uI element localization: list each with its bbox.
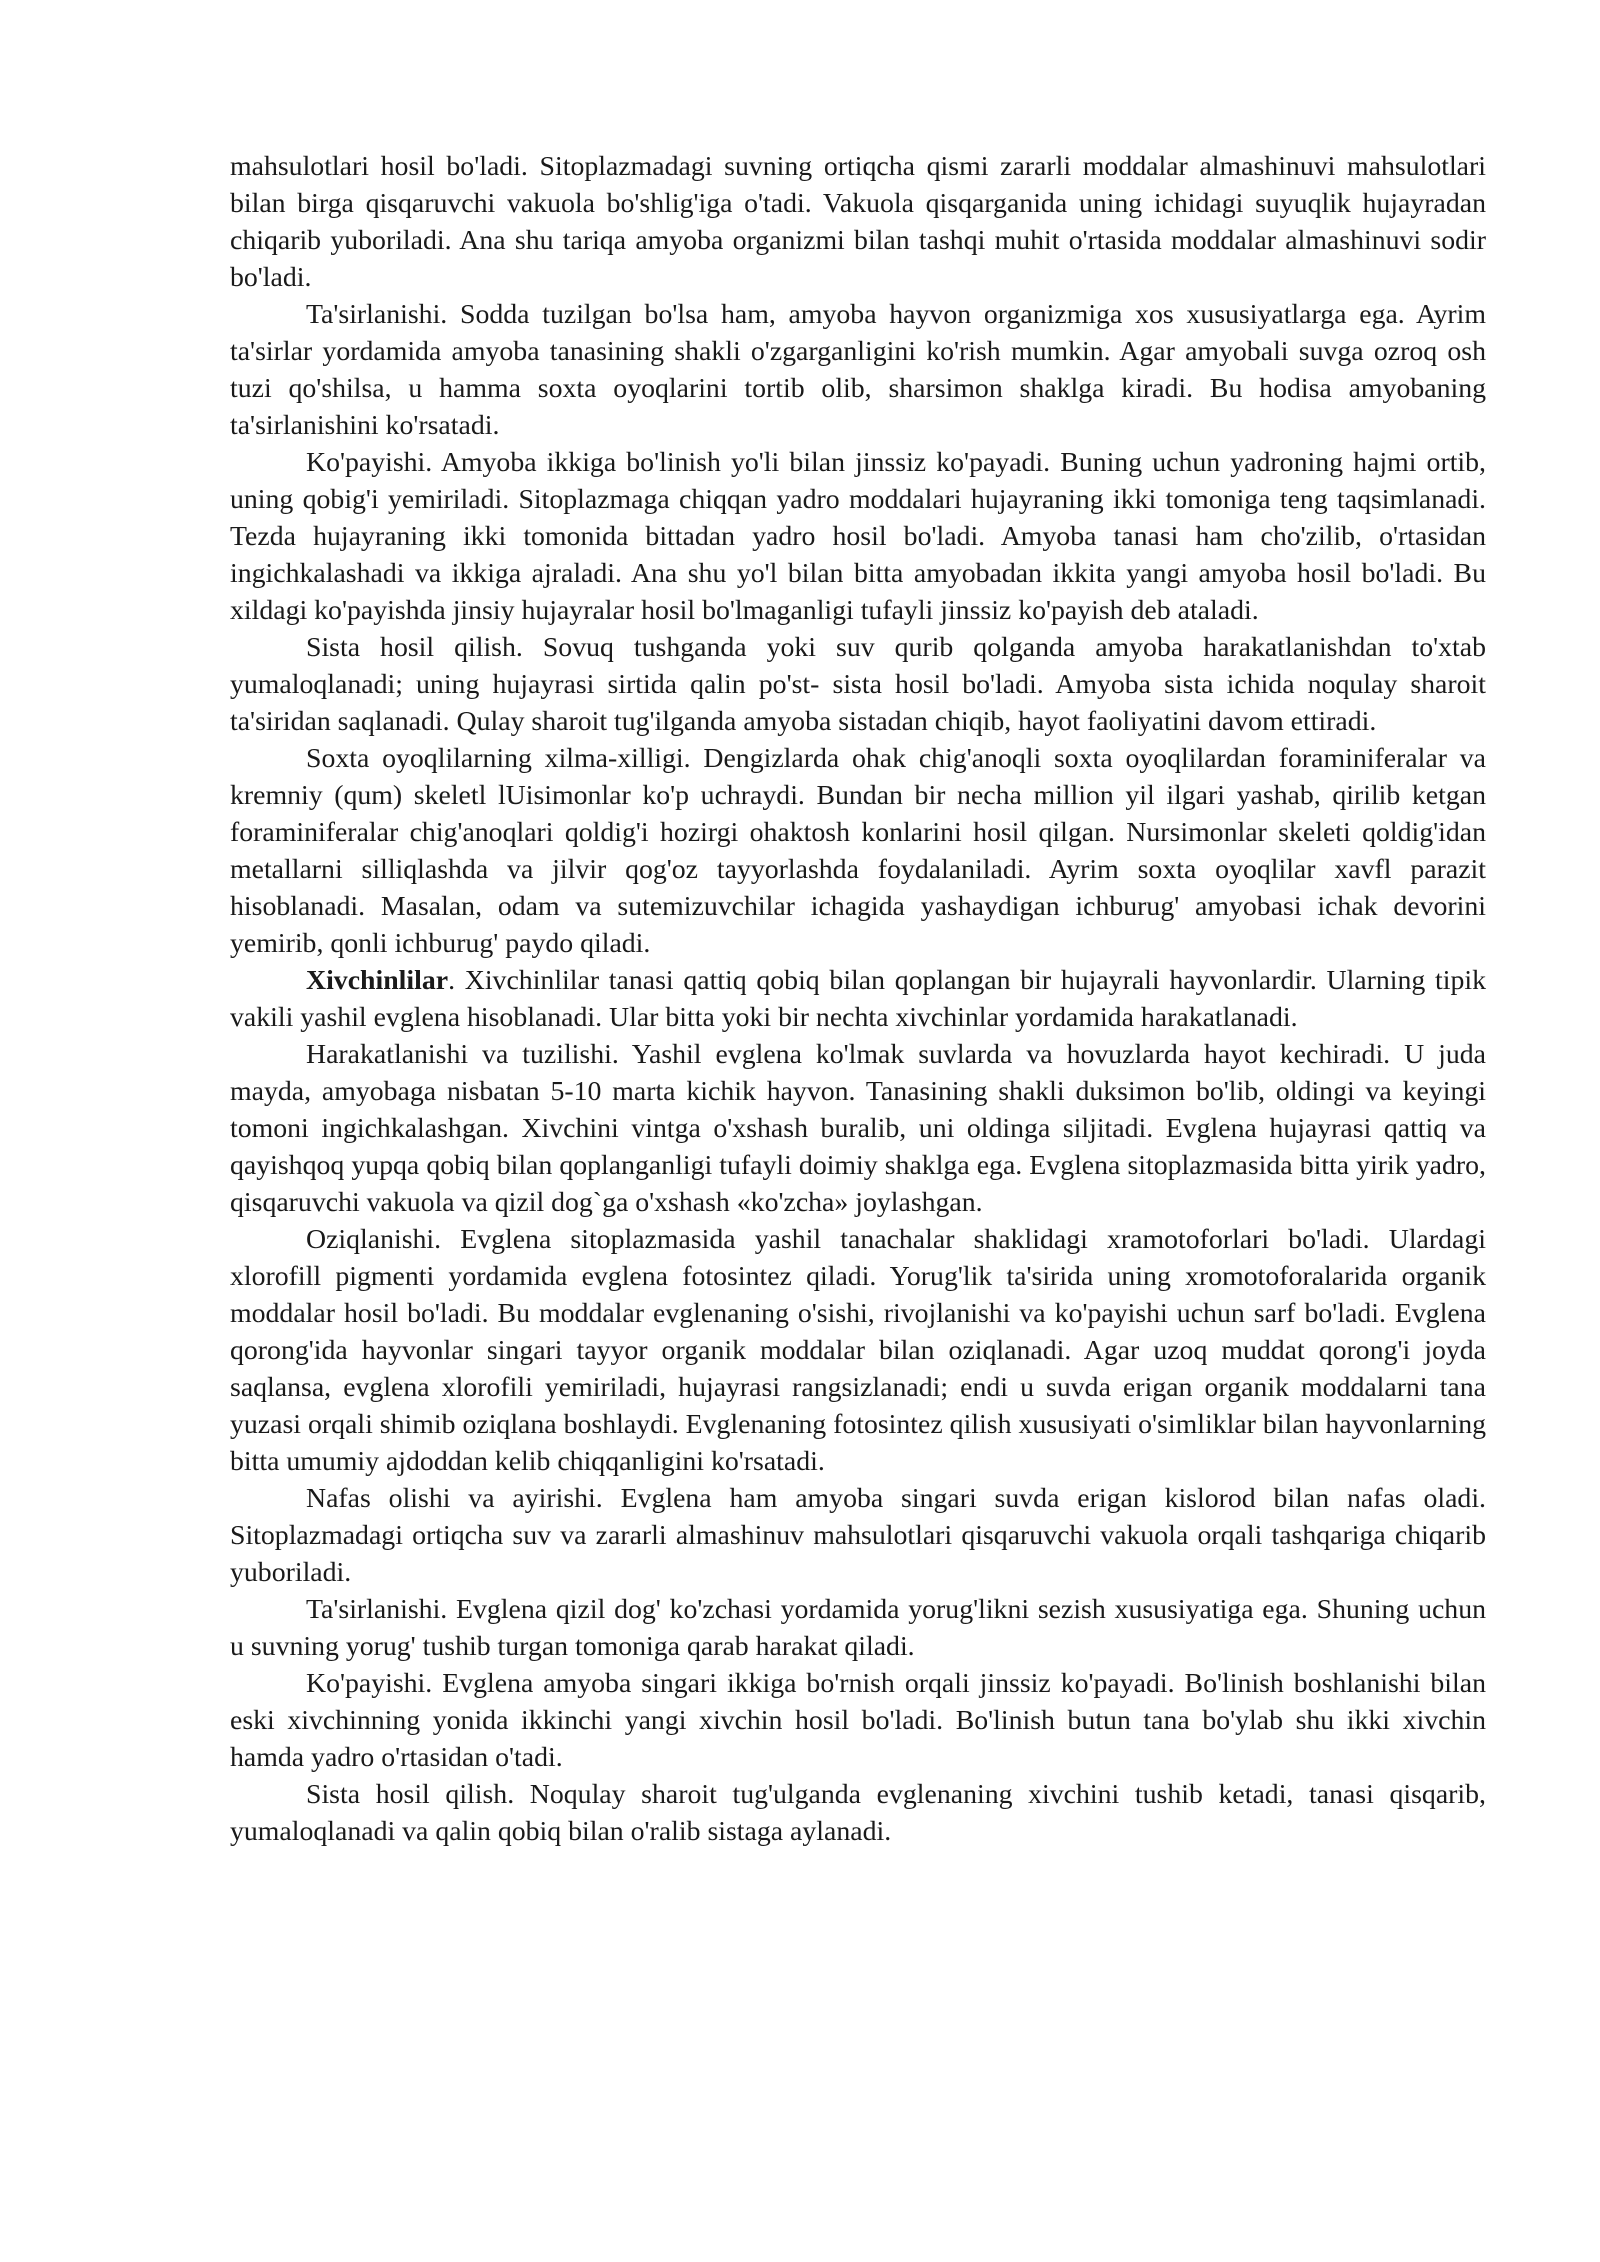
paragraph-11: Ko'payishi. Evglena amyoba singari ikkiga bo'rnish orqali jinssiz ko'payadi. Bo'linish boshlanishi bilan eski xivchinning yonida ikkinchi yangi xivchin hosil bo'ladi. Bo'linish butun tana bo'ylab shu ikki xivchin hamda yadro o'rtasidan o'tadi. (230, 1668, 1486, 1773)
paragraph-5: Soxta oyoqlilarning xilma-xilligi. Dengizlarda ohak chig'anoqli soxta oyoqlilardan foraminiferalar va kremniy (qum) skeletl lUisimonlar ko'p uchraydi. Bundan bir necha million yil ilgari yashab, qirilib ketgan foraminiferalar chig'anoqlari qoldig'i hozirgi ohaktosh konlarini hosil qilgan. Nursimonlar skeleti qoldig'idan metallarni silliqlashda va jilvir qog'oz tayyorlashda foydalaniladi. Ayrim soxta oyoqlilar xavfl parazit hisoblanadi. Masalan, odam va sutemizuvchilar ichagida yashaydigan ichburug' amyobasi ichak devorini yemirib, qonli ichburug' paydo qiladi. (230, 743, 1486, 959)
document-page (230, 148, 1486, 1850)
paragraph-2: Ta'sirlanishi. Sodda tuzilgan bo'lsa ham, amyoba hayvon organizmiga xos xususiyatlarga ega. Ayrim ta'sirlar yordamida amyoba tanasining shakli o'zgarganligini ko'rish mumkin. Agar amyobali suvga ozroq osh tuzi qo'shilsa, u hamma soxta oyoqlarini tortib olib, sharsimon shaklga kiradi. Bu hodisa amyobaning ta'sirlanishini ko'rsatadi. (230, 299, 1486, 441)
paragraph-3: Ko'payishi. Amyoba ikkiga bo'linish yo'li bilan jinssiz ko'payadi. Buning uchun yadroning hajmi ortib, uning qobig'i yemiriladi. Sitoplazmaga chiqqan yadro moddalari hujayraning ikki tomoniga teng taqsimlanadi. Tezda hujayraning ikki tomonida bittadan yadro hosil bo'ladi. Amyoba tanasi ham cho'zilib, o'rtasidan ingichkalashadi va ikkiga ajraladi. Ana shu yo'l bilan bitta amyobadan ikkita yangi amyoba hosil bo'ladi. Bu xildagi ko'payishda jinsiy hujayralar hosil bo'lmaganligi tufayli jinssiz ko'payish deb ataladi. (230, 447, 1486, 626)
paragraph-6 (230, 962, 1486, 1036)
paragraph-4: Sista hosil qilish. Sovuq tushganda yoki suv qurib qolganda amyoba harakatlanishdan to'xtab yumaloqlanadi; uning hujayrasi sirtida qalin po'st- sista hosil bo'ladi. Amyoba sista ichida noqulay sharoit ta'siridan saqlanadi. Qulay sharoit tug'ilganda amyoba sistadan chiqib, hayot faoliyatini davom ettiradi. (230, 632, 1486, 737)
paragraph-10: Ta'sirlanishi. Evglena qizil dog' ko'zchasi yordamida yorug'likni sezish xususiyatiga ega. Shuning uchun u suvning yorug' tushib turgan tomoniga qarab harakat qiladi. (230, 1594, 1486, 1662)
section-heading-xivchinlilar: Xivchinlilar (306, 965, 449, 996)
paragraph-7: Harakatlanishi va tuzilishi. Yashil evglena ko'lmak suvlarda va hovuzlarda hayot kechiradi. U juda mayda, amyobaga nisbatan 5-10 marta kichik hayvon. Tanasining shakli duksimon bo'lib, oldingi va keyingi tomoni ingichkalashgan. Xivchini vintga o'xshash buralib, uni oldinga siljitadi. Evglena hujayrasi qattiq va qayishqoq yupqa qobiq bilan qoplanganligi tufayli doimiy shaklga ega. Evglena sitoplazmasida bitta yirik yadro, qisqaruvchi vakuola va qizil dog`ga o'xshash «ko'zcha» joylashgan. (230, 1039, 1486, 1218)
paragraph-1: mahsulotlari hosil bo'ladi. Sitoplazmadagi suvning ortiqcha qismi zararli moddalar almashinuvi mahsulotlari bilan birga qisqaruvchi vakuola bo'shlig'iga o'tadi. Vakuola qisqarganida uning ichidagi suyuqlik hujayradan chiqarib yuboriladi. Ana shu tariqa amyoba organizmi bilan tashqi muhit o'rtasida moddalar almashinuvi sodir bo'ladi. (230, 151, 1486, 293)
paragraph-12: Sista hosil qilish. Noqulay sharoit tug'ulganda evglenaning xivchini tushib ketadi, tanasi qisqarib, yumaloqlanadi va qalin qobiq bilan o'ralib sistaga aylanadi. (230, 1779, 1486, 1847)
paragraph-9: Nafas olishi va ayirishi. Evglena ham amyoba singari suvda erigan kislorod bilan nafas oladi. Sitoplazmadagi ortiqcha suv va zararli almashinuv mahsulotlari qisqaruvchi vakuola orqali tashqariga chiqarib yuboriladi. (230, 1483, 1486, 1588)
paragraph-8: Oziqlanishi. Evglena sitoplazmasida yashil tanachalar shaklidagi xramotoforlari bo'ladi. Ulardagi xlorofill pigmenti yordamida evglena fotosintez qiladi. Yorug'lik ta'sirida uning xromotoforalarida organik moddalar hosil bo'ladi. Bu moddalar evglenaning o'sishi, rivojlanishi va ko'payishi uchun sarf bo'ladi. Evglena qorong'ida hayvonlar singari tayyor organik moddalar bilan oziqlanadi. Agar uzoq muddat qorong'i joyda saqlansa, evglena xlorofili yemiriladi, hujayrasi rangsizlanadi; endi u suvda erigan organik moddalarni tana yuzasi orqali shimib oziqlana boshlaydi. Evglenaning fotosintez qilish xususiyati o'simliklar bilan hayvonlarning bitta umumiy ajdoddan kelib chiqqanligini ko'rsatadi. (230, 1224, 1486, 1477)
paragraph-6-body: . Xivchinlilar tanasi qattiq qobiq bilan qoplangan bir hujayrali hayvonlardir. Ularning tipik vakili yashil evglena hisoblanadi. Ular bitta yoki bir nechta xivchinlar yordamida harakatlanadi. (230, 965, 1486, 1033)
